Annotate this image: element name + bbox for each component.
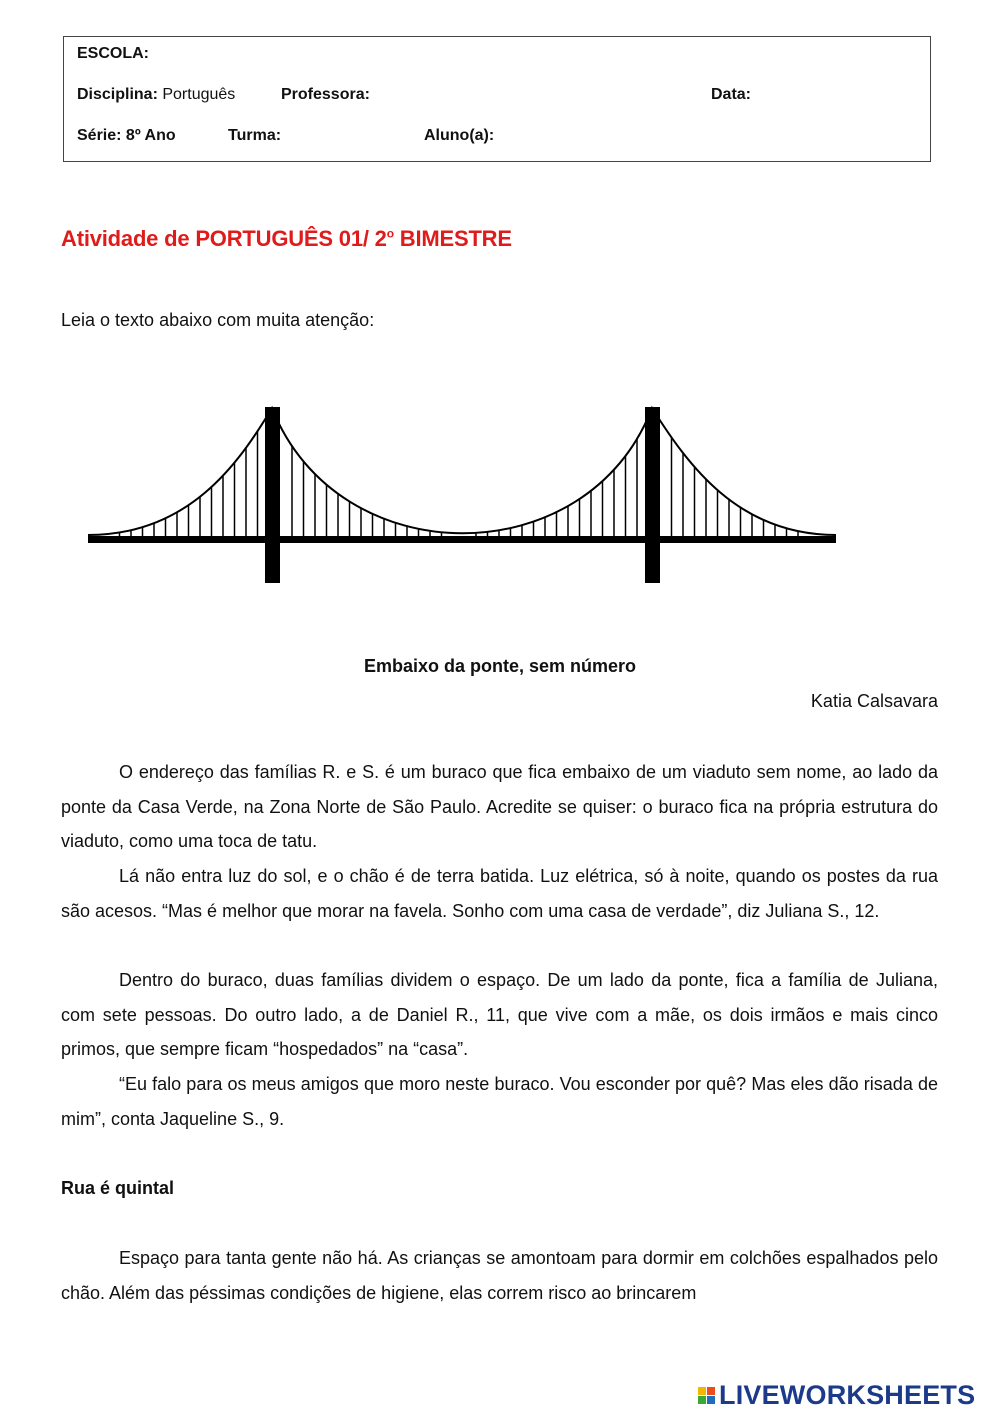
escola-label: ESCOLA: — [77, 45, 149, 62]
logo-square — [698, 1396, 706, 1404]
turma-label: Turma: — [228, 127, 282, 144]
story-author: Katia Calsavara — [810, 691, 938, 711]
title-end: BIMESTRE — [393, 226, 512, 251]
title-sup: o — [386, 226, 394, 241]
header-box — [63, 36, 931, 162]
activity-title — [61, 226, 512, 252]
intro-text: Leia o texto abaixo com muita atenção: — [61, 310, 375, 330]
logo-square — [707, 1396, 715, 1404]
liveworksheets-logo — [698, 1380, 975, 1411]
serie-label: Série: 8º Ano — [77, 127, 176, 144]
paragraph-3: Dentro do buraco, duas famílias dividem o espaço. De um lado da ponte, fica a família de Juliana, com sete pessoas. Do outro lado, a de Daniel R., 11, que vive com a mãe, os dois irmãos e mais cinco primos, que sempre ficam “hospedados” na “casa”. — [61, 970, 938, 1059]
paragraph-4: “Eu falo para os meus amigos que moro neste buraco. Vou esconder por quê? Mas eles dão risada de mim”, conta Jaqueline S., 9. — [61, 1074, 938, 1129]
title-main: Atividade de PORTUGUÊS 01/ 2 — [61, 226, 387, 251]
paragraph-1: O endereço das famílias R. e S. é um buraco que fica embaixo de um viaduto sem nome, ao lado da ponte da Casa Verde, na Zona Norte de São Paulo. Acredite se quiser: o buraco fica na própria estrutura do viaduto, como uma toca de tatu. — [61, 762, 938, 851]
disciplina-row — [77, 86, 235, 104]
aluno-label: Aluno(a): — [424, 127, 495, 144]
story-title: Embaixo da ponte, sem número — [363, 656, 637, 676]
logo-text: LIVEWORKSHEETS — [719, 1380, 976, 1410]
paragraph-5: Espaço para tanta gente não há. As crianças se amontoam para dormir em colchões espalhados pelo chão. Além das péssimas condições de higiene, elas correm risco ao brincarem — [61, 1248, 938, 1303]
logo-square — [707, 1387, 715, 1395]
logo-square — [698, 1387, 706, 1395]
paragraph-2: Lá não entra luz do sol, e o chão é de terra batida. Luz elétrica, só à noite, quando os postes da rua são acesos. “Mas é melhor que morar na favela. Sonho com uma casa de verdade”, diz Juliana S., 12. — [61, 866, 938, 921]
data-label: Data: — [711, 86, 752, 103]
disciplina-value: Português — [162, 86, 236, 103]
bridge-illustration — [88, 405, 838, 585]
subheading: Rua é quintal — [61, 1178, 175, 1198]
professora-label: Professora: — [281, 86, 370, 103]
logo-grid-icon — [698, 1387, 715, 1404]
disciplina-label: Disciplina: — [77, 86, 158, 103]
